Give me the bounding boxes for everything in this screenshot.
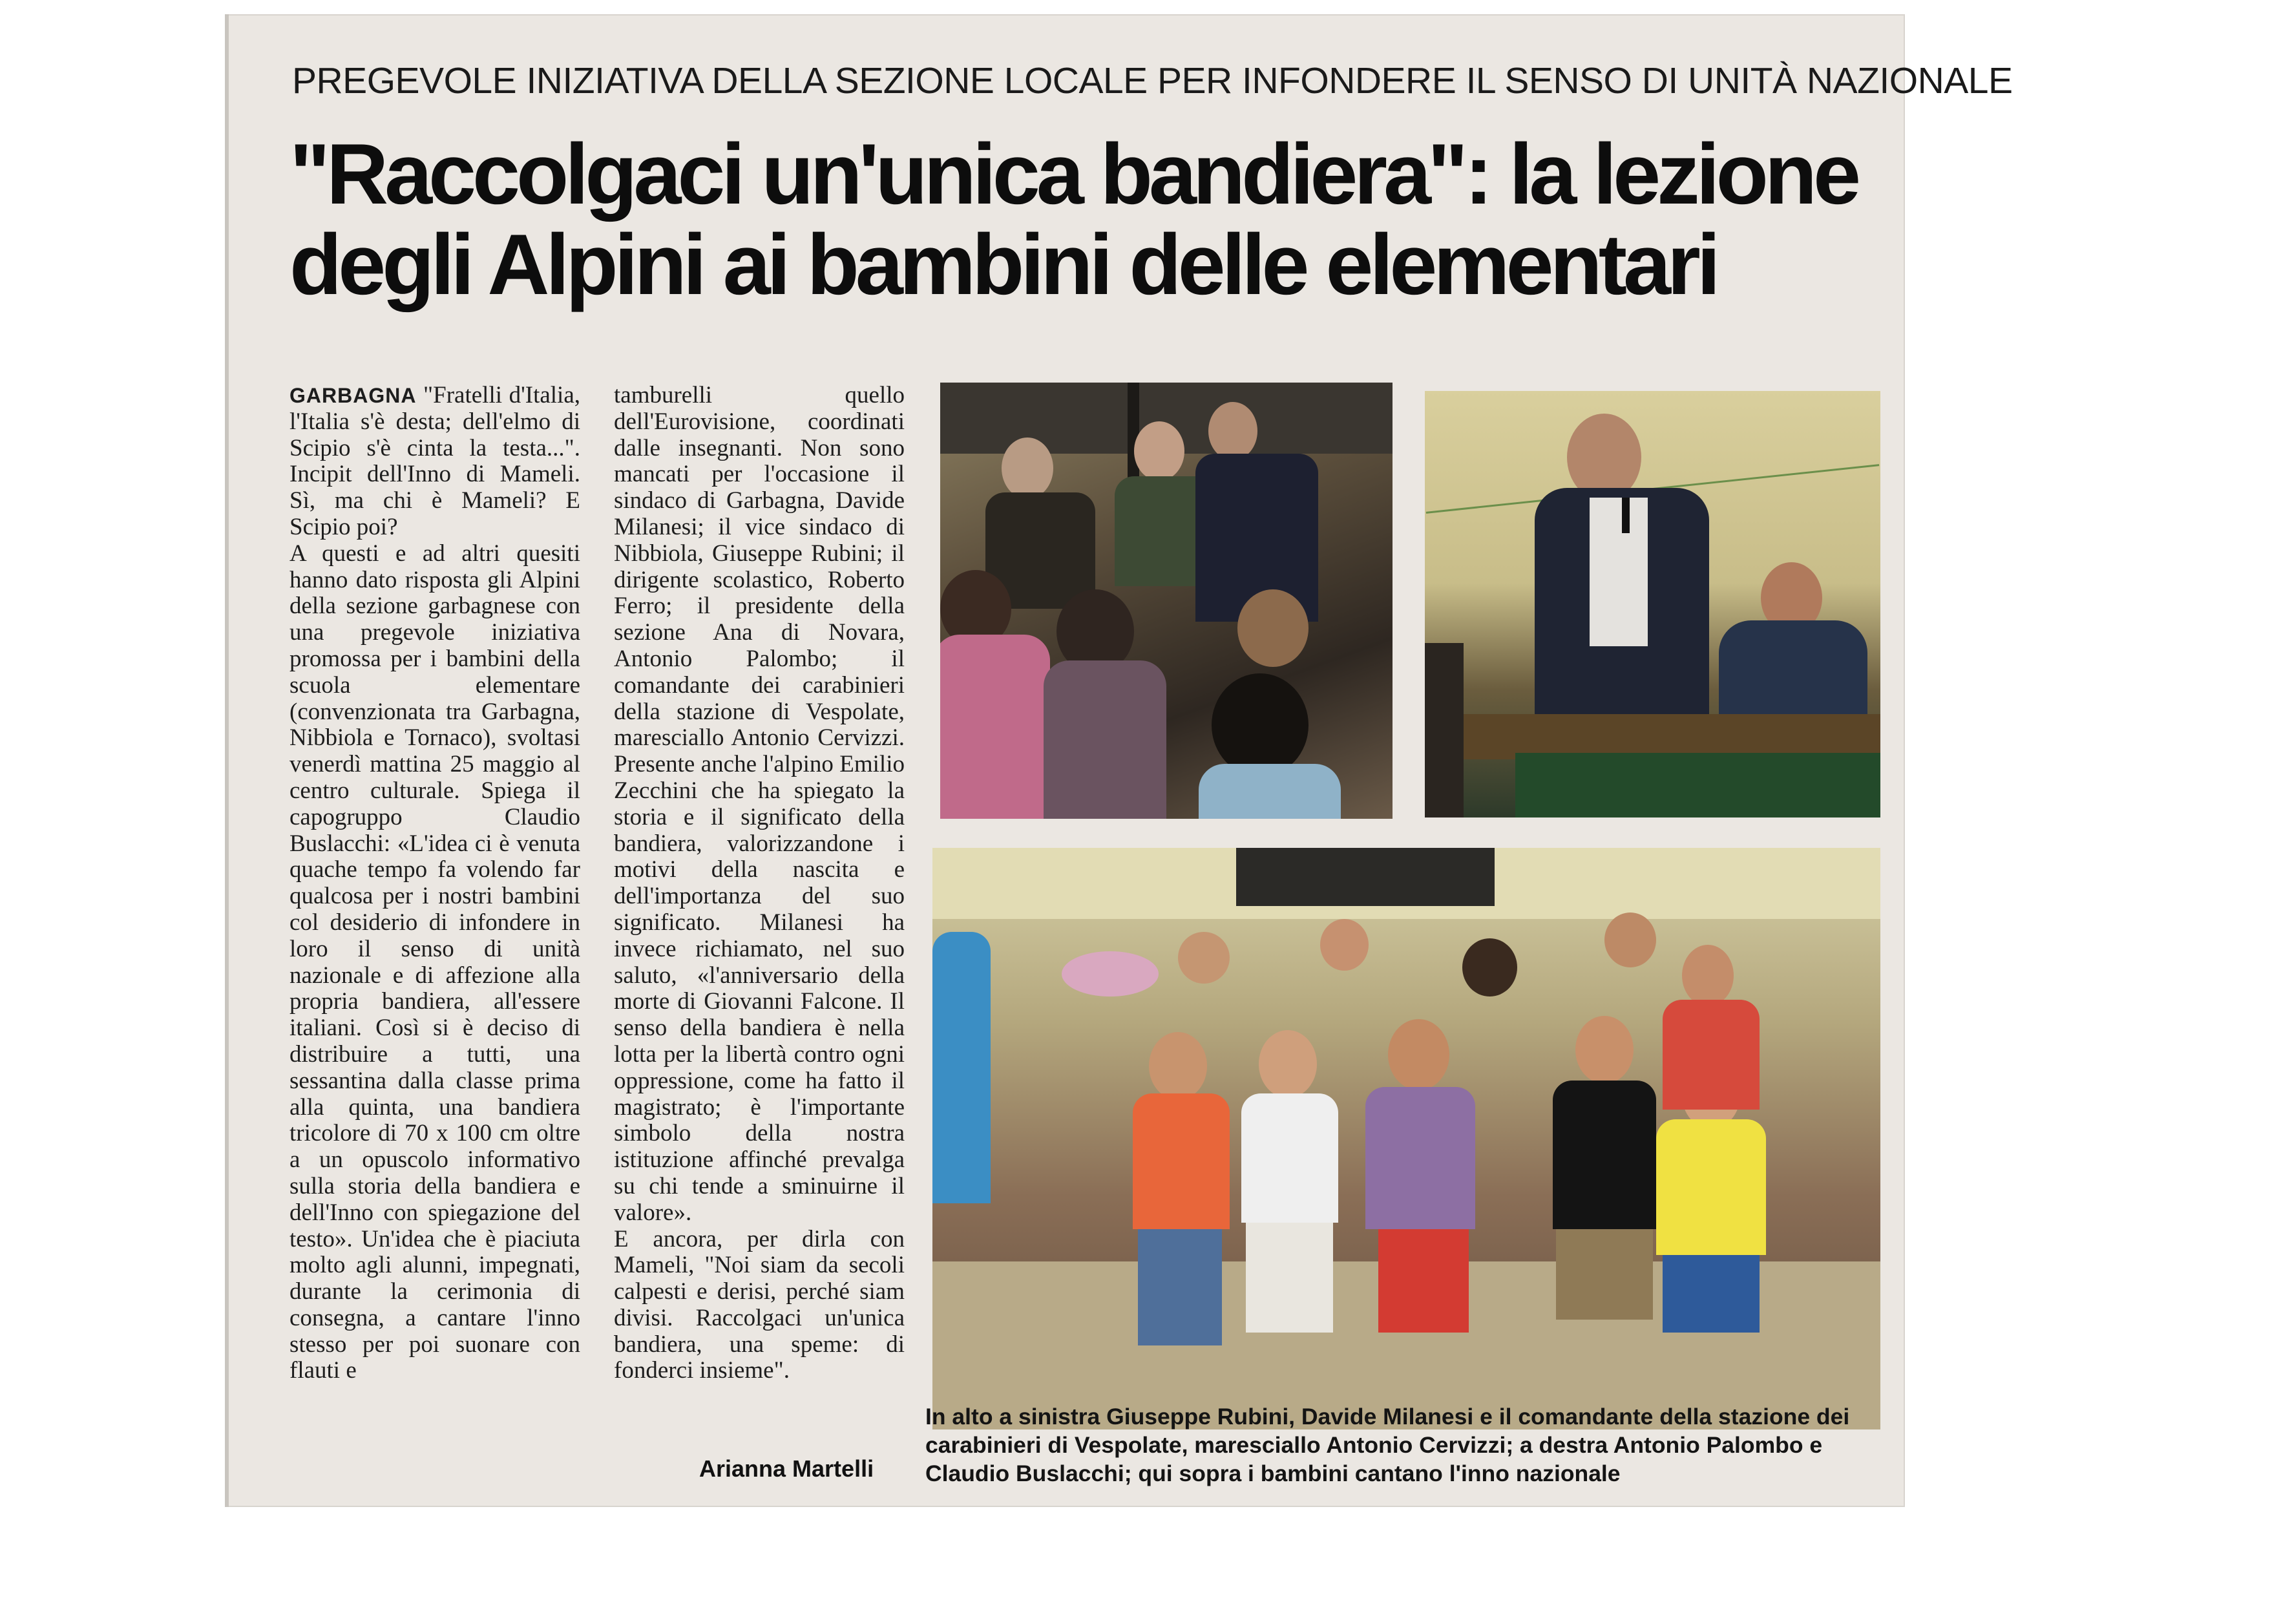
article-kicker: PREGEVOLE INIZIATIVA DELLA SEZIONE LOCALE PER INFONDERE IL SENSO DI UNITÀ NAZIONALE: [292, 60, 2013, 101]
column-1-paragraph-1: [289, 383, 580, 541]
headline-line-2: degli Alpini ai bambini delle elementari: [289, 217, 1717, 313]
clipping-edge: [225, 14, 229, 1507]
column-2-paragraph-1: tamburelli quello dell'Eurovisione, coordinati dalle insegnanti. Non sono mancati per l'occasione il sindaco di Garbagna, Davide Milanesi; il vice sindaco di Nibbiola, Giuseppe Rubini; il dirigente scolastico, Roberto Ferro; il presidente della sezione Ana di Novara, Antonio Palombo; il comandante dei carabinieri della stazione di Vespolate, maresciallo Antonio Cervizzi. Presente anche l'alpino Emilio Zecchini che ha spiegato la storia e il significato della bandiera, valorizzandone i motivi della nascita e dell'importanza del suo significato. Milanesi ha invece richiamato, nel suo saluto, «l'anniversario della morte di Giovanni Falcone. Il senso della bandiera è nella lotta per la libertà contro ogni oppressione, come ha fatto il magistrato; è l'importante simbolo della nostra istituzione affinché prevalga su chi tende a sminuirne il valore».: [614, 382, 905, 1226]
article-column-2: [614, 383, 905, 1384]
dateline: GARBAGNA: [289, 384, 417, 407]
photo-speaker-microphone: [1425, 391, 1880, 817]
byline: Arianna Martelli: [699, 1455, 874, 1482]
headline-line-1: "Raccolgaci un'unica bandiera": la lezione: [289, 127, 1858, 222]
column-1-paragraph-2: A questi e ad altri quesiti hanno dato risposta gli Alpini della sezione garbagnese con una pregevole iniziativa promossa per i bambini della scuola elementare (convenzionata tra Garbagna, Nibbiola e Tornaco), svoltasi venerdì mattina 25 maggio al centro culturale. Spiega il capogruppo Claudio Buslacchi: «L'idea ci è venuta quache tempo fa volendo far qualcosa per i nostri bambini col desiderio di infondere in loro il senso di unità nazionale e di affezione alla propria bandiera, all'essere italiani. Così si è deciso di distribuire a tutti, una sessantina dalla classe prima alla quinta, una bandiera tricolore di 70 x 100 cm oltre a un opuscolo informativo sulla storia della bandiera e dell'Inno con spiegazione del testo». Un'idea che è piaciuta molto agli alunni, impegnati, durante la cerimonia di consegna, a cantare l'inno stesso per poi suonare con flauti e: [289, 540, 580, 1384]
photo-children-singing: [932, 848, 1880, 1429]
photo-officials-seated: [940, 383, 1393, 819]
column-1-paragraph-1-text: "Fratelli d'Italia, l'Italia s'è desta; dell'elmo di Scipio s'è cinta la testa...". Incipit dell'Inno di Mameli. Sì, ma chi è Mameli? E Scipio poi?: [289, 382, 581, 540]
article-column-1: [289, 383, 580, 1384]
photo-caption: In alto a sinistra Giuseppe Rubini, Davide Milanesi e il comandante della stazione dei carabinieri di Vespolate, maresciallo Antonio Cervizzi; a destra Antonio Palombo e Claudio Buslacchi; qui sopra i bambini cantano l'inno nazionale: [925, 1404, 1850, 1486]
article-headline: [289, 127, 1858, 313]
column-2-paragraph-2: E ancora, per dirla con Mameli, "Noi siam da secoli calpesti e derisi, perché siam divisi. Raccolgaci un'unica bandiera, una speme: di fonderci insieme".: [614, 1225, 905, 1384]
